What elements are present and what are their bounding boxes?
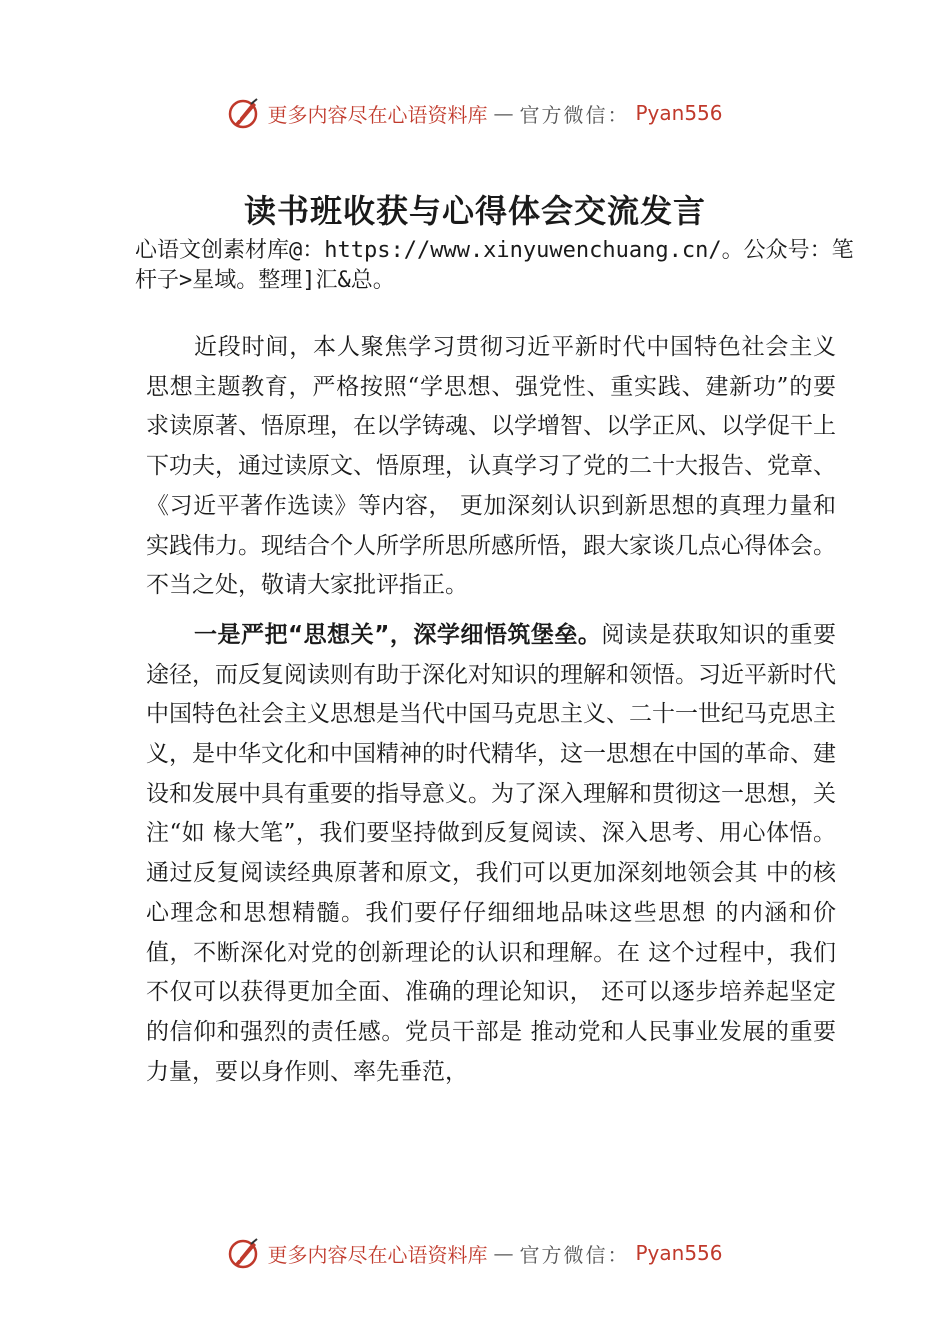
banner-dash: — (493, 101, 514, 125)
paragraph-text: 阅读是获取知识的重要途径，而反复阅读则有助于深化对知识的理解和领悟。习近平新时代中国特色社会主义思想是当代中国马克思主义、二十一世纪马克思主义，是中华文化和中国精神的时代精华，这一思想在中国的革命、建设和发展中具有重要的指导意义。为了深入理解和贯彻这一思想，关注“如 椽大笔”，我们要坚持做到反复阅读、深入思考、用心体悟。 通过反复阅读经典原著和原文，我们可以更加深刻地领会其 中的核心理念和思想精髓。我们要仔仔细细地品味这些思想 的内涵和价值，不断深化对党的创新理论的认识和理解。在 这个过程中，我们不仅可以获得更加全面、准确的理论知识， 还可以逐步培养起坚定的信仰和强烈的责任感。党员干部是 推动党和人民事业发展的重要力量，要以身作则、率先垂范， (146, 621, 837, 1085)
document-title: 读书班收获与心得体会交流发言 (243, 192, 706, 230)
paragraph-intro (146, 328, 836, 606)
quill-pen-logo-icon (227, 1236, 261, 1270)
document-body (146, 328, 836, 1092)
banner-slogan: 更多内容尽在心语资料库 (267, 102, 488, 127)
header-banner (0, 93, 950, 133)
footer-banner (0, 1233, 950, 1273)
banner-wechat-label: 官方微信： (519, 1242, 630, 1267)
banner-slogan: 更多内容尽在心语资料库 (267, 1242, 488, 1267)
quill-pen-logo-icon (227, 96, 261, 130)
paragraph-text: 近段时间，本人聚焦学习贯彻习近平新时代中国特色社会主义思想主题教育，严格按照“学思想、强党性、重实践、建新功”的要求读原著、悟原理，在以学铸魂、以学增智、以学正风、以学促干上下功夫，通过读原文、悟原理，认真学习了党的二十大报告、党章、《习近平著作选读》等内容， 更加深刻认识到新思想的真理力量和实践伟力。现结合个人所学所思所感所悟，跟大家谈几点心得体会。不当之处，敬请大家批评指正。 (146, 334, 836, 599)
banner-wechat-id: Pyan556 (635, 1241, 723, 1265)
banner-wechat-id: Pyan556 (635, 101, 723, 125)
source-line: 心语文创素材库@：https://www.xinyuwenchuang.cn/。公众号：笔杆子>星域。整理]汇&总。 (135, 238, 854, 293)
paragraph-point-one (146, 616, 836, 1092)
banner-wechat-label: 官方微信： (519, 102, 630, 127)
banner-dash: — (493, 1241, 514, 1265)
paragraph-lead-heading: 一是严把“思想关”，深学细悟筑堡垒。 (194, 621, 602, 648)
